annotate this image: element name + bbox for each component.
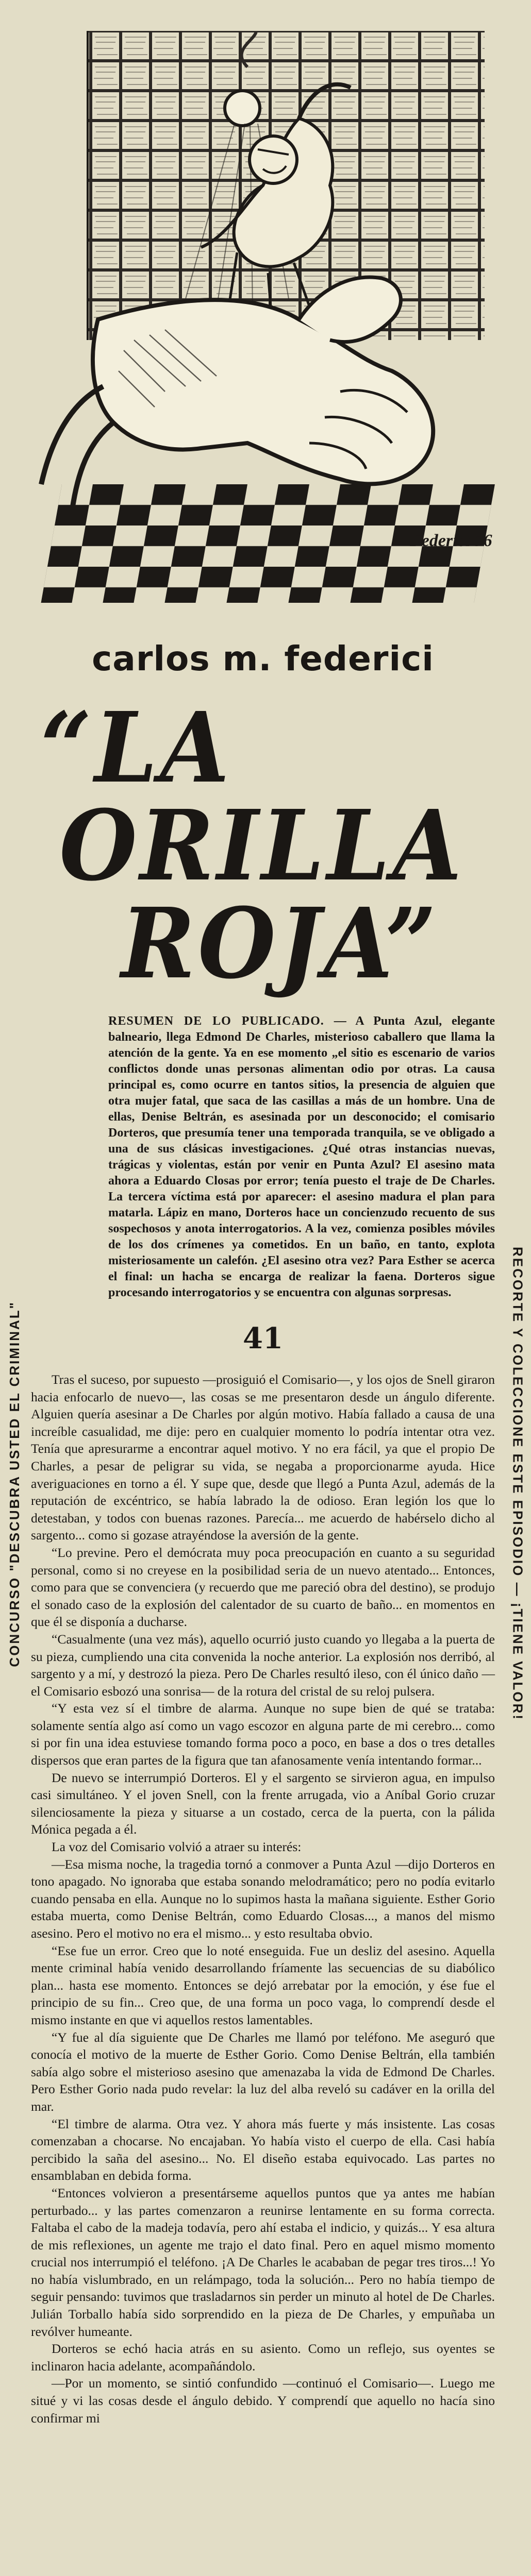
episode-number: 41 bbox=[243, 1321, 283, 1355]
paragraph: “Ese fue un error. Creo que lo noté enseguida. Fue un desliz del asesino. Aquella mente criminal había venido desarrollando fríamente las secuencias de su diabólico plan... hasta ese momento. Entonces se dejó arrebatar por la emoción, y ése fue el principio de su fin... Creo que, de una forma un poco vaga, lo comprendí desde el mismo instante en que vi aquellos restos lamentables. bbox=[31, 1943, 495, 2027]
paragraph: —Por un momento, se sintió confundido —continuó el Comisario—. Luego me situé y vi las cosas desde el ángulo debido. Y comprendí que aquello no hacía sino confirmar mi bbox=[31, 2376, 495, 2426]
summary-heading: RESUMEN DE LO PUBLICADO. bbox=[108, 1014, 324, 1028]
story-title bbox=[31, 691, 465, 1001]
story-column bbox=[31, 0, 495, 2427]
paragraph: Tras el suceso, por supuesto —prosiguió el Comisario—, y los ojos de Snell giraron hacia enfocarlo de nuevo—, las cosas se me presentaron desde un ángulo diferente. Alguien quería asesinar a De Charles por algún motivo. Había fallado a causa de una increíble casualidad, me dije: pero en cualquier momento lo podría intentar otra vez. Tenía que apresurarme a encontrar aquel motivo. Y no era fácil, ya que el propio De Charles, a pesar de peligrar su vida, se negaba a proporcionarme ayuda. Hice averiguaciones en torno a él. Y supe que, desde que llegó a Punta Azul, además de la reputación de excéntrico, se había labrado la de odioso. Eran legión los que lo detestaban, y todos con buenas razones. Parecía... me acuerdo de habérselo dicho al sargento... como si gozase atrayéndose la aversión de la gente. bbox=[31, 1372, 495, 1543]
paragraph: “Casualmente (una vez más), aquello ocurrió justo cuando yo llegaba a la puerta de su pieza, cumpliendo una cita convenida la noche anterior. La explosión nos derribó, al sargento y a mí, y destrozó la pieza. Pero De Charles resultó ileso, con él único daño —el Comisario esbozó una sonrisa— de la rotura del cristal de su reloj pulsera. bbox=[31, 1631, 495, 1699]
contest-sidebar bbox=[4, 330, 25, 2576]
title-line-2: ORILLA bbox=[59, 789, 465, 903]
story-summary bbox=[108, 1013, 495, 1301]
paragraph: —Esa misma noche, la tragedia tornó a conmover a Punta Azul —dijo Dorteros en tono apagado. No ignoraba que estaba sonando melodramático; pero no podía evitarlo cuando pensaba en ella. Aunque no lo supimos hasta la mañana siguiente. Esther Gorio estaba muerta, como Denise Beltrán, como Eduardo Closas..., a manos del mismo asesino. Pero el motivo no era el mismo... y esto resultaba obvio. bbox=[31, 1856, 495, 1941]
paragraph: Dorteros se echó hacia atrás en su asiento. Como un reflejo, sus oyentes se inclinaron hacia adelante, acompañándolo. bbox=[31, 2341, 495, 2374]
contest-sidebar-text: CONCURSO "DESCUBRA USTED EL CRIMINAL" bbox=[6, 1300, 22, 1667]
author-name: carlos m. federici bbox=[92, 639, 434, 679]
illustration-drawing bbox=[31, 31, 495, 603]
collect-sidebar-text: RECORTE Y COLECCIONE ESTE EPISODIO — ¡TIENE VALOR! bbox=[510, 1246, 526, 1721]
paragraph: De nuevo se interrumpió Dorteros. El y el sargento se sirvieron agua, en impulso casi simultáneo. Y el joven Snell, con la frente arrugada, vio a Aníbal Gorio cruzar silenciosamente la pieza y situarse a un costado, cerca de la puerta, con la pálida Mónica pegada a él. bbox=[31, 1770, 495, 1837]
paragraph: “El timbre de alarma. Otra vez. Y ahora más fuerte y más insistente. Las cosas comenzaban a chocarse. No encajaban. Yo había visto el cuerpo de ella. Casi había percibido la saña del asesino... No. El diseño estaba equivocado. Las partes no ensamblaban en debida forma. bbox=[31, 2116, 495, 2183]
summary-text: — A Punta Azul, elegante balneario, llega Edmond De Charles, misterioso caballero que llama la atención de la gente. Ya en ese momento „el sitio es escenario de varios conflictos donde unas personas alimentan odio por otras. La causa principal es, como ocurre en tantos sitios, la presencia de alguien que otra mujer fatal, que saca de las casillas a más de un hombre. Una de ellas, Denise Beltrán, es asesinada por un desconocido; el comisario Dorteros, que presumía tener una temporada tranquila, se ve obligado a una de sus clásicas investigaciones. ¿Qué otras instancias nuevas, trágicas y violentas, están por venir en Punta Azul? El asesino mata ahora a Eduardo Closas por error; tenía puesto el traje de De Charles. La tercera víctima está por aparecer: el asesino madura el plan para matarla. Lápiz en mano, Dorteros hace un concienzudo recuento de sus sospechosos y anota interrogatorios. A la vez, comienza posibles móviles de los dos crímenes ya cometidos. En un baño, en tanto, explota misteriosamente un calefón. ¿El asesino otra vez? Para Esther se acerca el final: un hacha se encarga de realizar la faena. Dorteros sigue procesando interrogatorios y se encuentra con algunas sorpresas. bbox=[108, 1014, 495, 1299]
paragraph: La voz del Comisario volvió a atraer su interés: bbox=[52, 1839, 302, 1855]
story-body bbox=[31, 1371, 495, 2427]
paragraph: “Y esta vez sí el timbre de alarma. Aunque no supe bien de qué se trataba: solamente sentía algo así como un vago escozor en alguna parte de mi cerebro... como si por fin una idea estuviese tomando forma poco a poco, en base a dos o tres detalles dispersos que eran partes de la figura que tan afanosamente venía intentando formar... bbox=[31, 1701, 495, 1768]
paragraph: “Lo previne. Pero el demócrata muy poca preocupación en cuanto a su seguridad personal, como si no creyese en la posibilidad seria de un nuevo atentado... Entonces, como para que se convenciera (y recuerdo que me pareció obra del destino), se produjo el sonado caso de la explosión del calentador de su cuarto de baño... en momentos en que él se disponía a ducharse. bbox=[31, 1545, 495, 1630]
paragraph: “Y fue al día siguiente que De Charles me llamó por teléfono. Me aseguró que conocía el motivo de la muerte de Esther Gorio. Como Denise Beltrán, ella también sabía algo sobre el misterioso asesino que amenazaba la vida de Edmond De Charles. Pero Esther Gorio nada pudo revelar: la luz del alba reveló su cadáver en la orilla del mar. bbox=[31, 2029, 495, 2114]
shower-head bbox=[225, 91, 260, 126]
artist-signature: Federici 76 bbox=[410, 531, 492, 550]
title-line-1: “LA bbox=[40, 691, 233, 805]
collect-sidebar bbox=[507, 330, 528, 2576]
story-illustration bbox=[31, 31, 495, 603]
paragraph: “Entonces volvieron a presentárseme aquellos puntos que ya antes me habían perturbado... y las partes comenzaron a reunirse lentamente en su forma correcta. Faltaba el cabo de la madeja todavía, pero ahí estaba el indicio, y quizás... Y esa altura de mis reflexiones, un agente me trajo el dato final. Pero en aquel mismo momento crucial nos interrumpió el teléfono. ¡A De Charles le acababan de pegar tres tiros...! Yo no había vislumbrado, en un relámpago, toda la solución... Pero no había tiempo de seguir pensando: tuvimos que trasladarnos sin perder un minuto al hotel de De Charles. Julián Torballo había sido sorprendido en la pieza de De Charles, y empuñaba un revólver humeante. bbox=[31, 2185, 495, 2339]
title-line-3: ROJA” bbox=[121, 887, 439, 1001]
